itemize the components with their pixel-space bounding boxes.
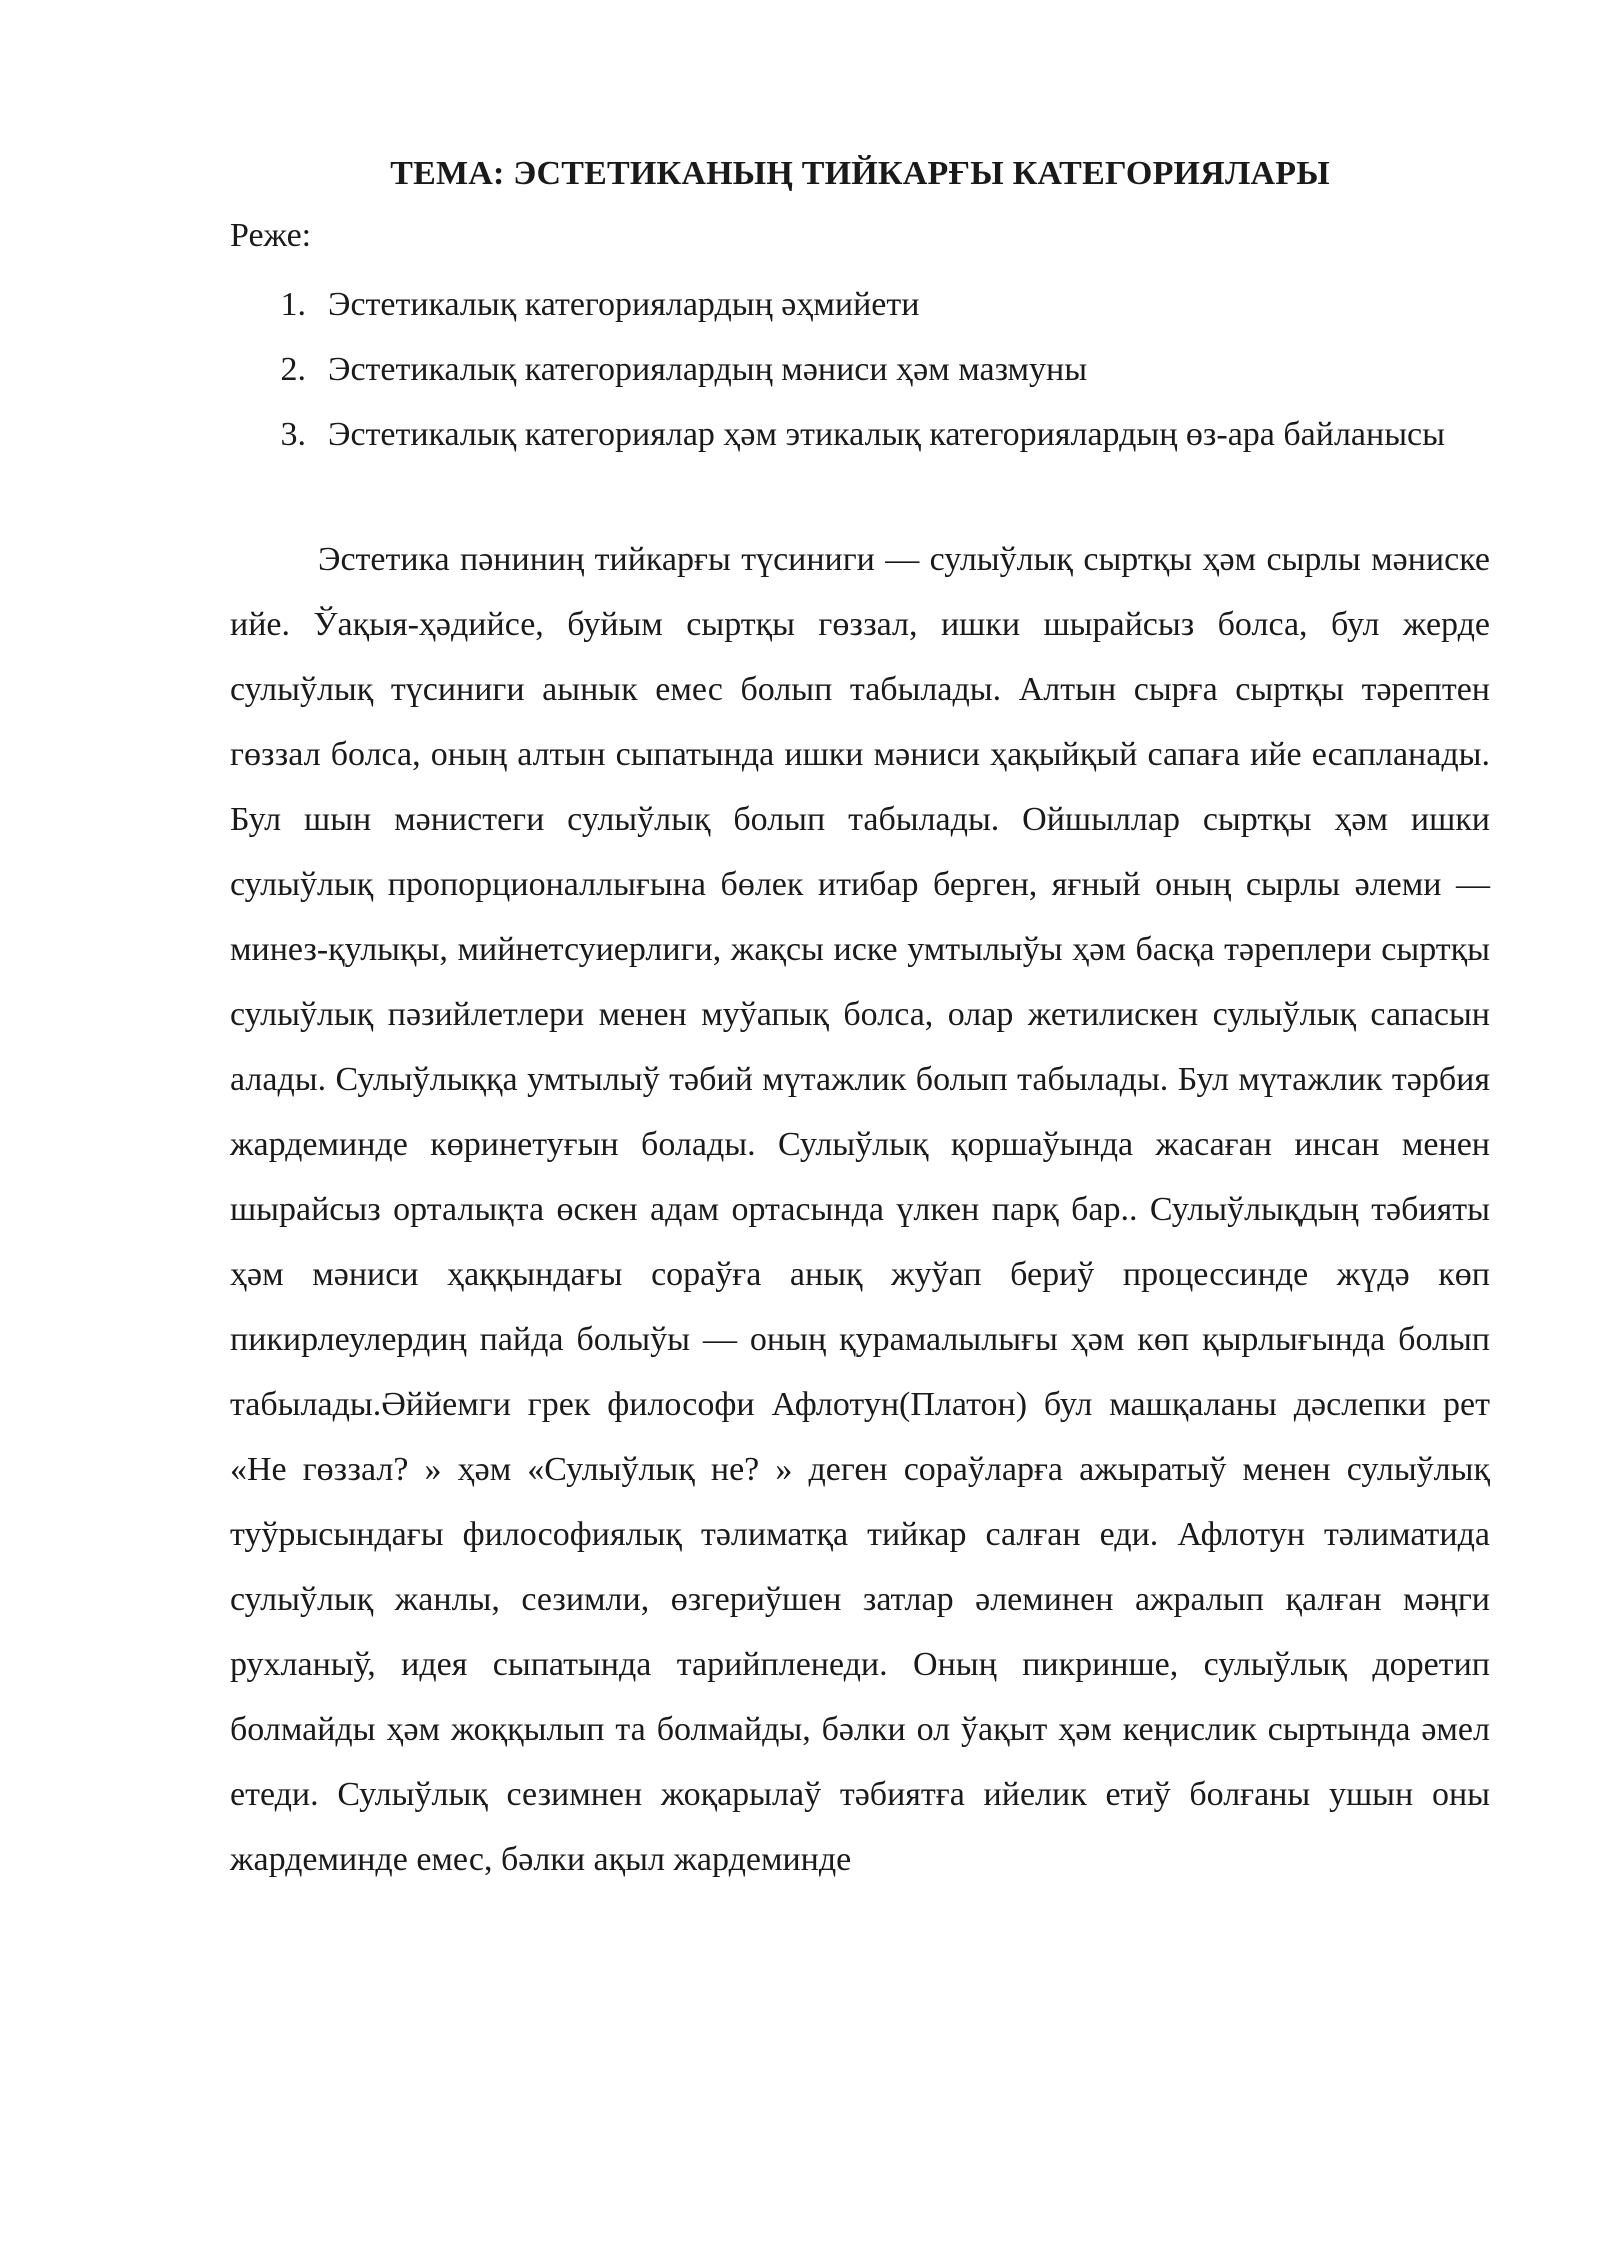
plan-list: [230, 272, 1490, 467]
document-title: ТЕМА: ЭСТЕТИКАНЫҢ ТИЙКАРҒЫ КАТЕГОРИЯЛАРЫ: [390, 155, 1330, 192]
body-paragraph: Эстетика пәниниң тийкарғы түсиниги — сулыўлық сыртқы ҳәм сырлы мәниске ийе. Ўақыя-ҳәдийсе, буйым сыртқы гөззал, ишки шырайсыз болса, бул жерде сулыўлық түсиниги аынык емес болып табылады. Алтын сырға сыртқы тәрептен гөззал болса, оның алтын сыпатында ишки мәниси ҳақыйқый сапаға ийе есапланады. Бул шын мәнистеги сулыўлық болып табылады. Ойшыллар сыртқы ҳәм ишки сулыўлық пропорционаллығына бөлек итибар берген, яғный оның сырлы әлеми — минез-қулықы, мийнетсуиерлиги, жақсы иске умтылыўы ҳәм басқа тәреплери сыртқы сулыўлық пәзийлетлери менен муўапық болса, олар жетилискен сулыўлық сапасын алады. Сулыўлыққа умтылыў тәбий мүтажлик болып табылады. Бул мүтажлик тәрбия жардеминде көринетуғын болады. Сулыўлық қоршаўында жасаған инсан менен шырайсыз орталықта өскен адам ортасында үлкен парқ бар.. Сулыўлықдың тәбияты ҳәм мәниси ҳаққындағы сораўға анық жуўап бериў процессинде жүдә көп пикирлеулердиң пайда болыўы — оның қурамалылығы ҳәм көп қырлығында болып табылады.Әййемги грек философи Афлотун(Платон) бул машқаланы дәслепки рет «Не гөззал? » ҳәм «Сулыўлық не? » деген сораўларға ажыратыў менен сулыўлық туўрысындағы философиялық тәлиматқа тийкар салған еди. Афлотун тәлиматида сулыўлық жанлы, сезимли, өзгериўшен затлар әлеминен ажралып қалған мәңги рухланыў, идея сыпатында тарийпленеди. Оның пикринше, сулыўлық доретип болмайды ҳәм жоққылып та болмайды, бәлки ол ўақыт ҳәм кеңислик сыртында әмел етеди. Сулыўлық сезимнен жоқарылаў тәбиятға ийелик етиў болғаны ушын оны жардеминде емес, бәлки ақыл жардеминде: [230, 541, 1490, 1878]
plan-item-number: 1.: [280, 286, 306, 323]
plan-item: [230, 402, 1490, 467]
plan-item-text: Эстетикалық категориялар ҳәм этикалық категориялардың өз-ара байланысы: [328, 416, 1445, 453]
plan-item-number: 2.: [280, 351, 306, 388]
plan-item: [230, 337, 1490, 402]
plan-item-text: Эстетикалық категориялардың әҳмийети: [328, 286, 920, 323]
plan-label: Реже:: [230, 217, 312, 254]
plan-item-number: 3.: [280, 416, 306, 453]
document-page: [230, 148, 1490, 1892]
plan-item: [230, 272, 1490, 337]
plan-item-text: Эстетикалық категориялардың мәниси ҳәм мазмуны: [328, 351, 1088, 388]
